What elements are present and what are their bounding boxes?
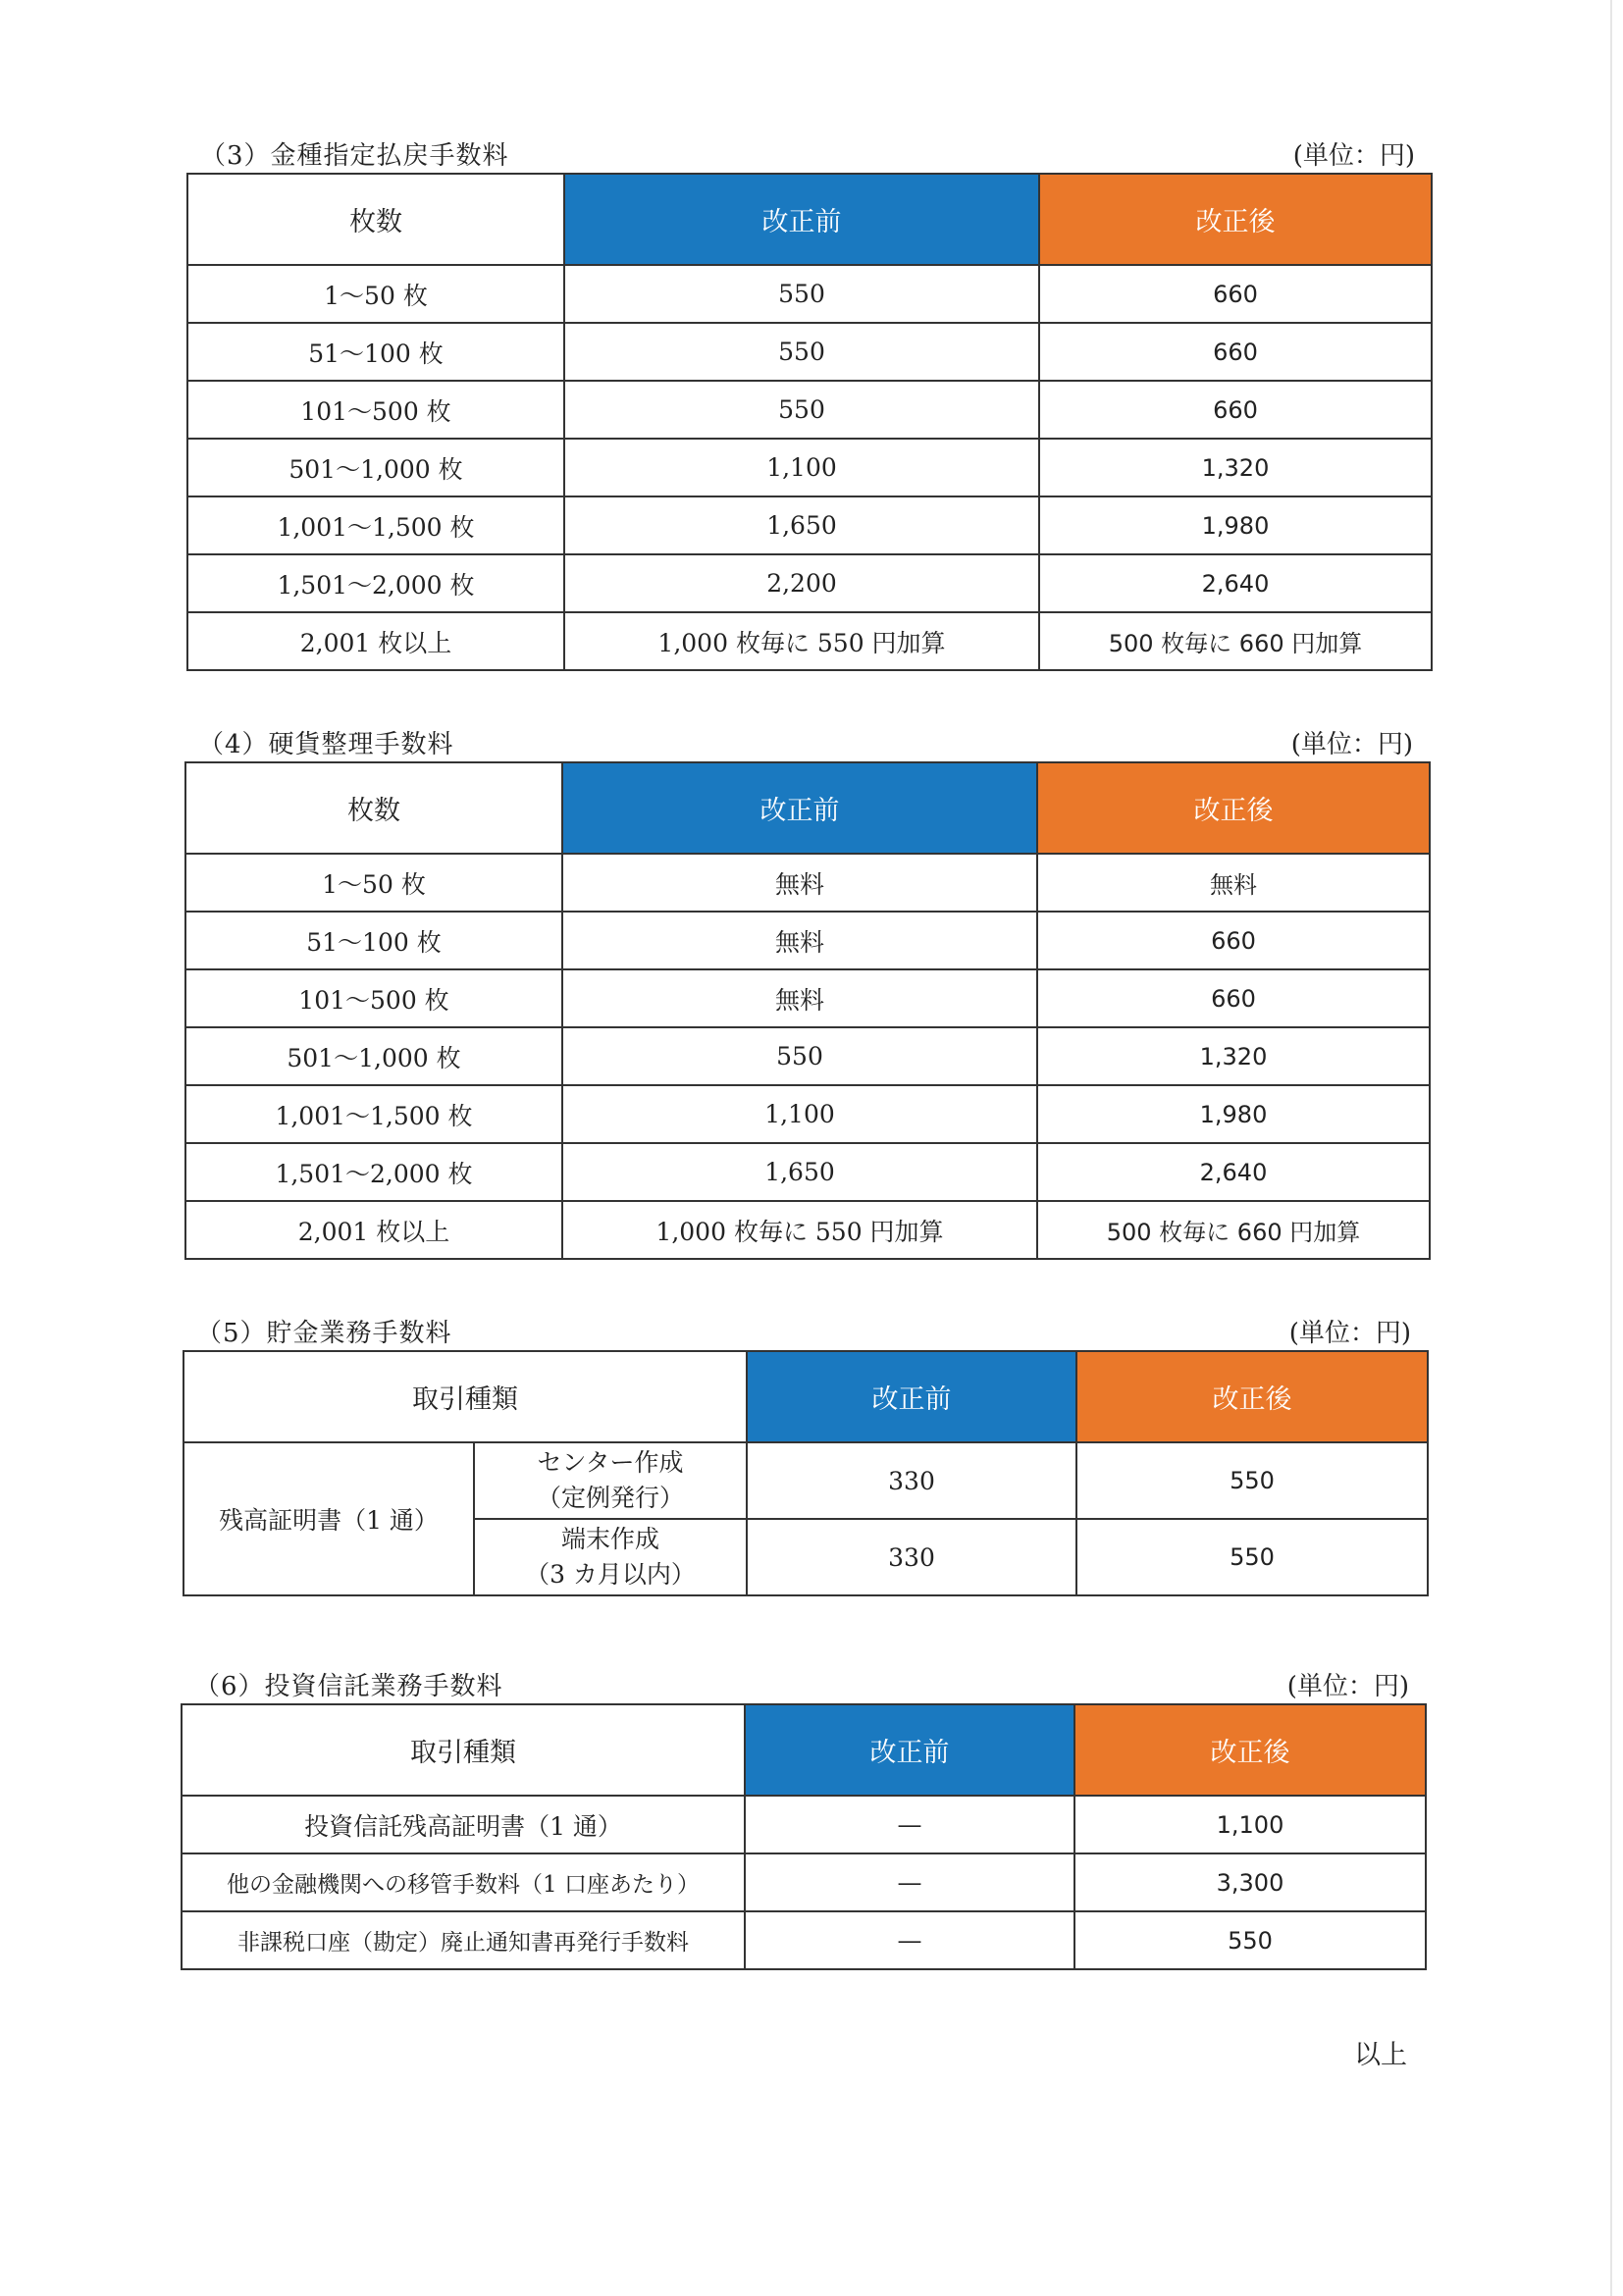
table-row	[187, 323, 1432, 381]
header-after: 改正後	[1076, 1351, 1428, 1442]
table-row	[185, 1201, 1430, 1259]
after-cell: 550	[1076, 1519, 1428, 1595]
before-cell: 1,100	[562, 1085, 1037, 1143]
count-cell: 1,501～2,000 枚	[187, 554, 564, 612]
after-cell: 1,320	[1037, 1027, 1430, 1085]
count-cell: 2,001 枚以上	[185, 1201, 562, 1259]
table-row	[185, 1143, 1430, 1201]
before-cell: —	[745, 1796, 1074, 1853]
sub-type-cell	[474, 1519, 747, 1595]
count-cell: 1～50 枚	[187, 265, 564, 323]
before-cell: 無料	[562, 912, 1037, 969]
after-cell: 1,100	[1074, 1796, 1426, 1853]
count-cell: 501～1,000 枚	[185, 1027, 562, 1085]
header-count: 枚数	[185, 762, 562, 854]
count-cell: 1,001～1,500 枚	[187, 496, 564, 554]
transaction-type-cell: 他の金融機関への移管手数料（1 口座あたり）	[182, 1853, 745, 1911]
header-count: 枚数	[187, 174, 564, 265]
before-cell: 1,650	[564, 496, 1039, 554]
count-cell: 1,501～2,000 枚	[185, 1143, 562, 1201]
table-row	[185, 1027, 1430, 1085]
before-cell: 330	[747, 1442, 1076, 1519]
scan-edge-line	[1610, 0, 1612, 2296]
after-cell: 500 枚毎に 660 円加算	[1039, 612, 1432, 670]
table-row	[187, 554, 1432, 612]
sub-type-note: （3 カ月以内）	[525, 1560, 696, 1589]
before-cell: —	[745, 1853, 1074, 1911]
count-cell: 1,001～1,500 枚	[185, 1085, 562, 1143]
fee-table	[184, 761, 1431, 1260]
section-title: （4）硬貨整理手数料	[198, 730, 454, 759]
before-cell: 無料	[562, 969, 1037, 1027]
count-cell: 101～500 枚	[187, 381, 564, 439]
count-cell: 501～1,000 枚	[187, 439, 564, 496]
table-row	[187, 381, 1432, 439]
header-before: 改正前	[747, 1351, 1076, 1442]
after-cell: 550	[1074, 1911, 1426, 1969]
fee-table	[181, 1703, 1427, 1970]
count-cell: 51～100 枚	[185, 912, 562, 969]
header-row	[182, 1704, 1426, 1796]
after-cell: 550	[1076, 1442, 1428, 1519]
table-row	[185, 912, 1430, 969]
unit-label: (単位：円)	[1286, 1672, 1409, 1701]
table-row	[183, 1442, 1428, 1519]
sub-type-line: センター作成	[537, 1448, 684, 1477]
after-cell: 660	[1039, 265, 1432, 323]
section-title: （5）貯金業務手数料	[196, 1319, 452, 1348]
after-cell: 1,980	[1037, 1085, 1430, 1143]
sub-type-note: （定例発行）	[536, 1484, 684, 1512]
header-transaction-type: 取引種類	[183, 1351, 747, 1442]
before-cell: 550	[564, 265, 1039, 323]
after-cell: 無料	[1037, 854, 1430, 912]
before-cell: 1,100	[564, 439, 1039, 496]
count-cell: 1～50 枚	[185, 854, 562, 912]
count-cell: 2,001 枚以上	[187, 612, 564, 670]
table-row	[182, 1796, 1426, 1853]
header-row	[187, 174, 1432, 265]
count-cell: 101～500 枚	[185, 969, 562, 1027]
before-cell: 330	[747, 1519, 1076, 1595]
after-cell: 660	[1037, 969, 1430, 1027]
after-cell: 500 枚毎に 660 円加算	[1037, 1201, 1430, 1259]
header-after: 改正後	[1074, 1704, 1426, 1796]
before-cell: 550	[562, 1027, 1037, 1085]
table-row	[187, 496, 1432, 554]
unit-label: (単位：円)	[1288, 1319, 1411, 1348]
table-row	[185, 854, 1430, 912]
sub-type-cell	[474, 1442, 747, 1519]
after-cell: 660	[1039, 323, 1432, 381]
header-after: 改正後	[1037, 762, 1430, 854]
fee-table	[186, 173, 1433, 671]
before-cell: —	[745, 1911, 1074, 1969]
before-cell: 550	[564, 381, 1039, 439]
header-before: 改正前	[745, 1704, 1074, 1796]
header-before: 改正前	[564, 174, 1039, 265]
after-cell: 2,640	[1039, 554, 1432, 612]
transaction-type-cell: 非課税口座（勘定）廃止通知書再発行手数料	[182, 1911, 745, 1969]
section-title: （6）投資信託業務手数料	[194, 1672, 503, 1701]
after-cell: 1,320	[1039, 439, 1432, 496]
transaction-type-cell: 投資信託残高証明書（1 通）	[182, 1796, 745, 1853]
after-cell: 2,640	[1037, 1143, 1430, 1201]
count-cell: 51～100 枚	[187, 323, 564, 381]
header-before: 改正前	[562, 762, 1037, 854]
after-cell: 3,300	[1074, 1853, 1426, 1911]
before-cell: 無料	[562, 854, 1037, 912]
before-cell: 1,000 枚毎に 550 円加算	[564, 612, 1039, 670]
sub-type-line: 端末作成	[560, 1525, 659, 1553]
table-row	[187, 439, 1432, 496]
header-transaction-type: 取引種類	[182, 1704, 745, 1796]
before-cell: 2,200	[564, 554, 1039, 612]
header-row	[183, 1351, 1428, 1442]
table-row	[185, 969, 1430, 1027]
table-row	[185, 1085, 1430, 1143]
unit-label: (単位：円)	[1292, 141, 1415, 171]
unit-label: (単位：円)	[1290, 730, 1413, 759]
fee-table	[183, 1350, 1429, 1596]
section-title: （3）金種指定払戻手数料	[200, 141, 509, 171]
group-label-cell: 残高証明書（1 通）	[183, 1442, 474, 1595]
table-row	[187, 612, 1432, 670]
table-row	[187, 265, 1432, 323]
before-cell: 1,000 枚毎に 550 円加算	[562, 1201, 1037, 1259]
closing-text: 以上	[1354, 2040, 1407, 2070]
before-cell: 550	[564, 323, 1039, 381]
header-row	[185, 762, 1430, 854]
table-row	[182, 1853, 1426, 1911]
header-after: 改正後	[1039, 174, 1432, 265]
before-cell: 1,650	[562, 1143, 1037, 1201]
after-cell: 1,980	[1039, 496, 1432, 554]
table-row	[182, 1911, 1426, 1969]
after-cell: 660	[1039, 381, 1432, 439]
after-cell: 660	[1037, 912, 1430, 969]
